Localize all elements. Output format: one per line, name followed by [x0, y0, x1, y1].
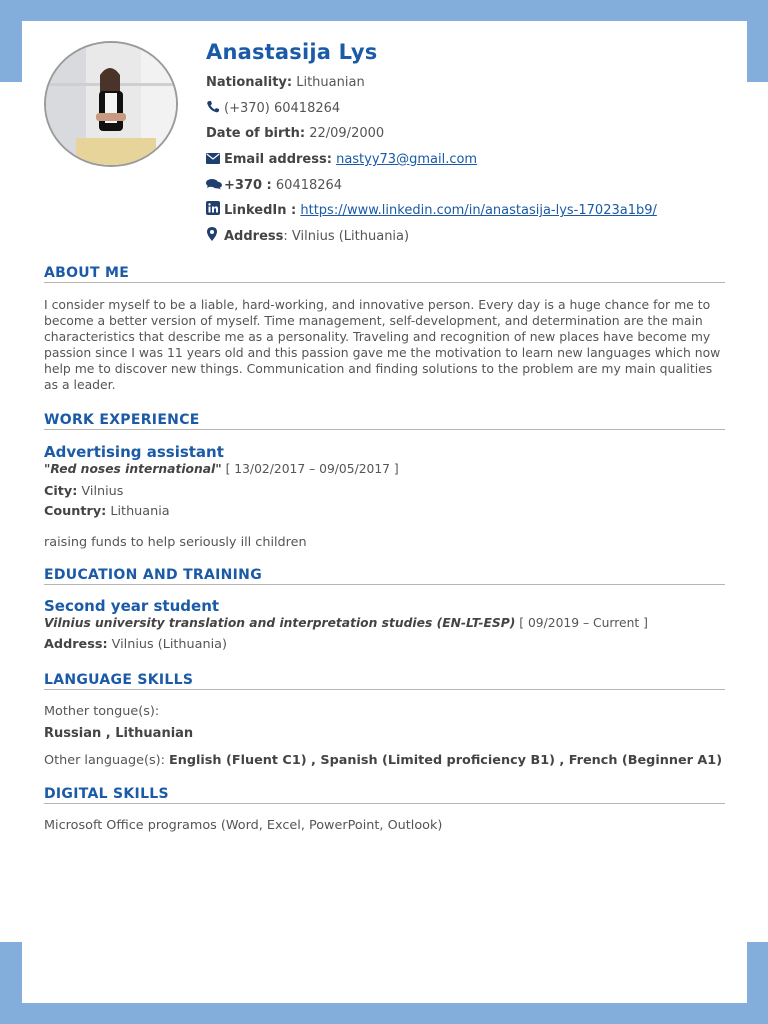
frame-corner-top-left — [0, 0, 22, 82]
job-title: Advertising assistant — [44, 443, 224, 461]
phone-icon — [206, 97, 220, 109]
frame-corner-bottom-right — [747, 942, 768, 1024]
dob-row — [206, 121, 726, 147]
employer-name: "Red noses international" — [44, 462, 222, 476]
profile-photo — [44, 41, 178, 167]
education-section-title: EDUCATION AND TRAINING — [44, 567, 725, 585]
nationality-label: Nationality: — [206, 75, 293, 90]
linkedin-label: LinkedIn : — [224, 203, 297, 219]
job-city — [44, 482, 725, 502]
dob-value: 22/09/2000 — [309, 126, 385, 142]
digital-section-title: DIGITAL SKILLS — [44, 786, 725, 804]
institution-line — [44, 616, 725, 630]
degree-title: Second year student — [44, 596, 220, 615]
institution-name: Vilnius university translation and interpretation studies (EN-LT-ESP) — [44, 615, 516, 630]
nationality-row — [206, 70, 726, 96]
phone-row — [206, 96, 726, 122]
city-label: City: — [44, 484, 78, 499]
education-dates: [ 09/2019 – Current ] — [515, 615, 648, 630]
job-employer-line — [44, 462, 725, 476]
address-row — [206, 224, 726, 250]
language-section-title: LANGUAGE SKILLS — [44, 672, 725, 690]
frame-corner-bottom-left — [0, 942, 22, 1024]
about-section-title: ABOUT ME — [44, 265, 725, 283]
email-row — [206, 147, 726, 173]
work-entry — [44, 443, 725, 553]
linkedin-icon — [206, 199, 220, 211]
linkedin-link[interactable]: https://www.linkedin.com/in/anastasija-lys-17023a1b9/ — [300, 203, 657, 219]
frame-top — [0, 0, 768, 21]
messaging-label: +370 : — [224, 177, 272, 193]
job-dates: [ 13/02/2017 – 09/05/2017 ] — [221, 462, 399, 476]
envelope-icon — [206, 148, 220, 160]
phone-value: (+370) 60418264 — [224, 100, 341, 116]
other-languages-row — [44, 751, 725, 771]
work-section-title: WORK EXPERIENCE — [44, 412, 725, 430]
email-label: Email address: — [224, 152, 332, 168]
other-languages-label: Other language(s): — [44, 752, 170, 768]
messaging-value: 60418264 — [275, 177, 343, 193]
mother-tongues: Russian , Lithuanian — [44, 725, 194, 741]
other-languages: English (Fluent C1) , Spanish (Limited proficiency B1) , French (Beginner A1) — [169, 752, 723, 768]
city-value: Vilnius — [77, 484, 124, 499]
job-description: raising funds to help seriously ill children — [44, 535, 307, 550]
nationality-value: Lithuanian — [296, 75, 365, 90]
map-pin-icon — [206, 225, 220, 237]
frame-corner-top-right — [747, 0, 768, 82]
job-country — [44, 502, 725, 522]
country-label: Country: — [44, 503, 107, 519]
about-text: I consider myself to be a liable, hard-working, and innovative person. Every day is a huge chance for me to become a better version of myself. Time management, self-development, and determination are the main characteristics that describe me as a personality. Traveling and recognition of new places have become my passion since I was 11 years old and this passion gave me the motivation to learn new languages which now help me to discover new things. Communication and finding solutions to the problem are my main qualities as a leader. — [44, 297, 721, 392]
profile-header — [206, 40, 726, 250]
email-link[interactable]: nastyy73@gmail.com — [336, 152, 478, 168]
frame-bottom — [0, 1003, 768, 1024]
education-address-label: Address: — [44, 636, 108, 652]
resume-body — [44, 265, 725, 836]
country-value: Lithuania — [106, 503, 170, 519]
messaging-row — [206, 173, 726, 199]
address-label: Address — [224, 229, 284, 245]
education-entry — [44, 597, 725, 655]
address-value: : Vilnius (Lithuania) — [283, 229, 410, 245]
chat-bubbles-icon — [206, 174, 220, 186]
person-name: Anastasija Lys — [206, 40, 378, 64]
education-address-value: Vilnius (Lithuania) — [107, 636, 227, 652]
digital-skills-text: Microsoft Office programos (Word, Excel, PowerPoint, Outlook) — [44, 818, 443, 833]
dob-label: Date of birth: — [206, 126, 306, 142]
linkedin-row — [206, 198, 726, 224]
mother-tongue-label: Mother tongue(s): — [44, 704, 160, 719]
education-address — [44, 635, 725, 655]
